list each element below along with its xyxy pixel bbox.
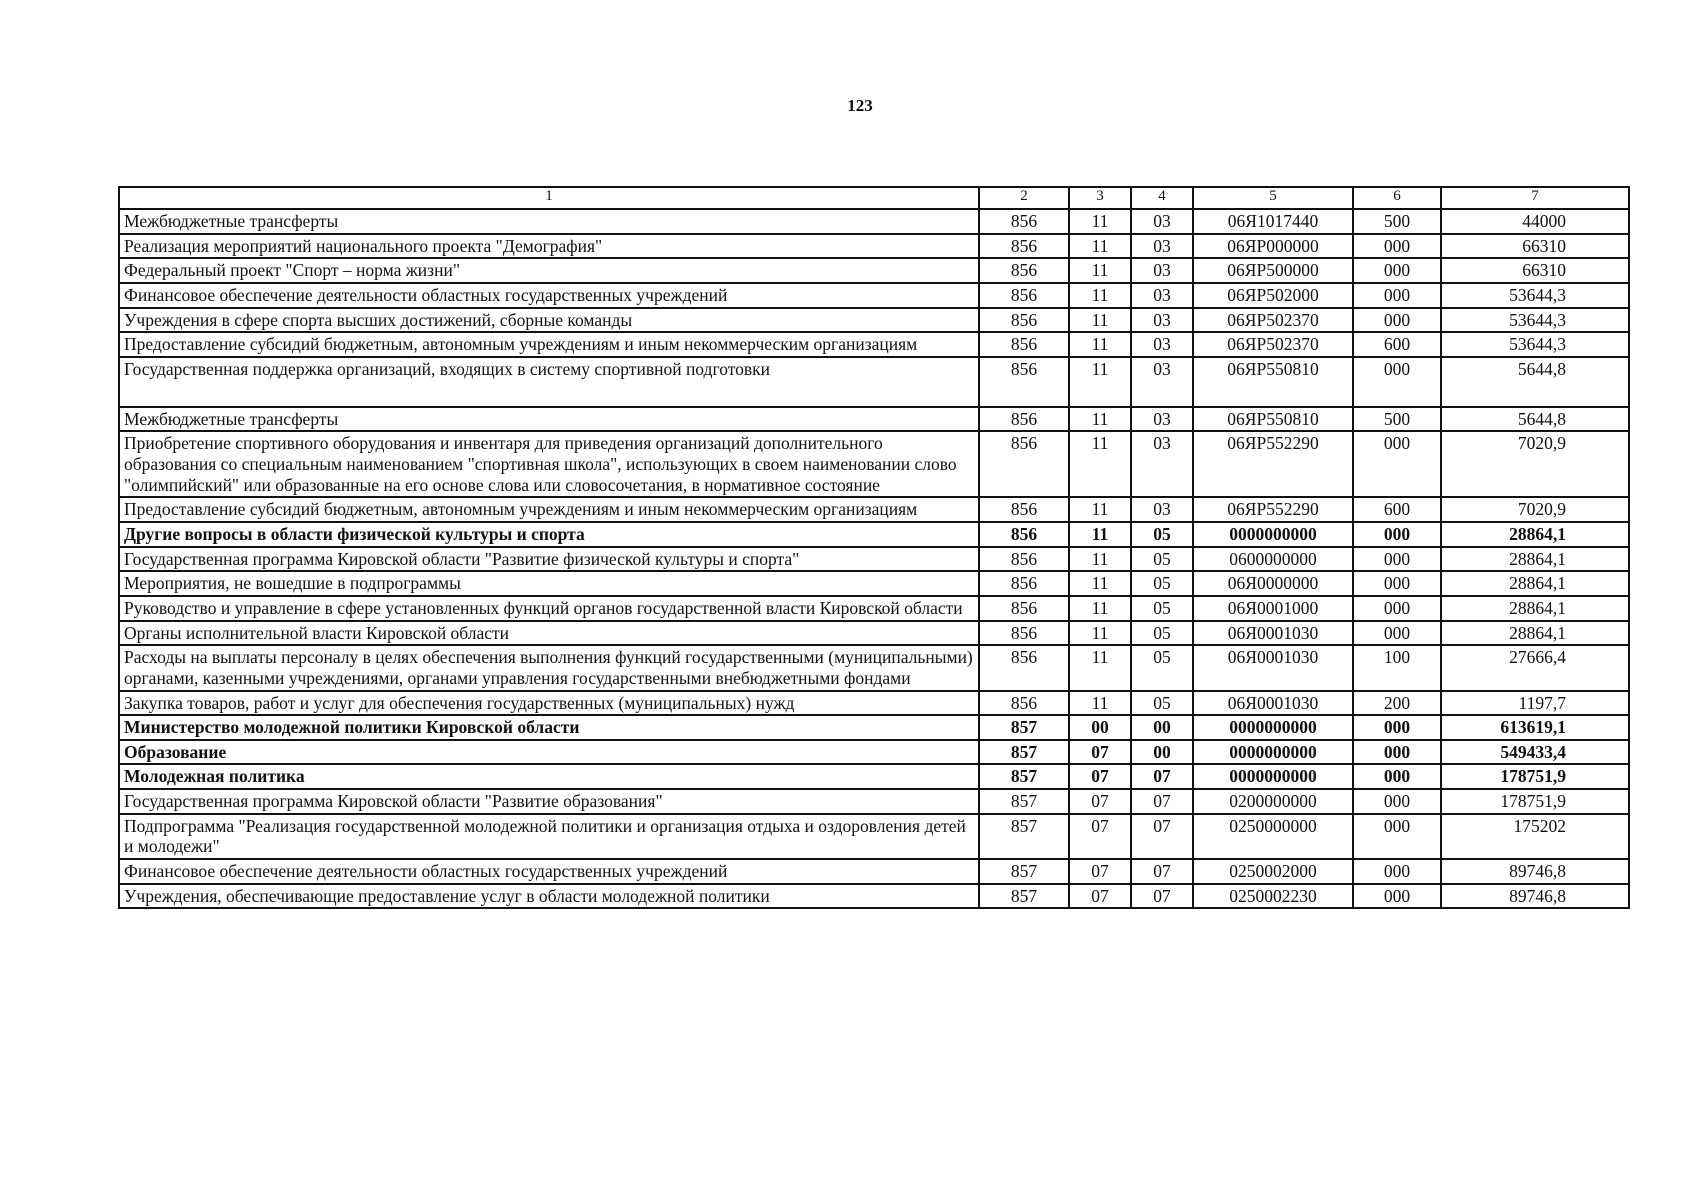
table-row: [119, 497, 1629, 522]
row-expense-type: 500: [1353, 407, 1441, 432]
row-description: Предоставление субсидий бюджетным, автономным учреждениям и иным некоммерческим организациям: [119, 497, 979, 522]
row-amount: 53644,3: [1441, 308, 1629, 333]
row-subsection-code: 03: [1131, 283, 1193, 308]
table-row: [119, 691, 1629, 716]
row-amount: 66310: [1441, 234, 1629, 259]
row-section-code: 07: [1069, 814, 1131, 859]
row-amount: 178751,9: [1441, 764, 1629, 789]
row-ministry-code: 857: [979, 789, 1069, 814]
row-subsection-code: 07: [1131, 884, 1193, 909]
row-description: Руководство и управление в сфере установленных функций органов государственной власти Кировской области: [119, 596, 979, 621]
column-header: 4: [1131, 187, 1193, 209]
row-ministry-code: 857: [979, 764, 1069, 789]
column-header: 7: [1441, 187, 1629, 209]
row-description: Предоставление субсидий бюджетным, автономным учреждениям и иным некоммерческим организациям: [119, 332, 979, 357]
table-row: [119, 209, 1629, 234]
table-row: [119, 859, 1629, 884]
row-amount: 28864,1: [1441, 522, 1629, 547]
row-description: Другие вопросы в области физической культуры и спорта: [119, 522, 979, 547]
row-description: Финансовое обеспечение деятельности областных государственных учреждений: [119, 859, 979, 884]
row-amount: 89746,8: [1441, 884, 1629, 909]
row-ministry-code: 856: [979, 332, 1069, 357]
row-ministry-code: 856: [979, 283, 1069, 308]
row-ministry-code: 857: [979, 740, 1069, 765]
table-row: [119, 357, 1629, 407]
row-ministry-code: 856: [979, 571, 1069, 596]
table-row: [119, 764, 1629, 789]
row-expense-type: 600: [1353, 332, 1441, 357]
table-row: [119, 332, 1629, 357]
row-section-code: 11: [1069, 547, 1131, 572]
row-subsection-code: 03: [1131, 431, 1193, 497]
row-amount: 66310: [1441, 258, 1629, 283]
row-target-article: 06ЯР000000: [1193, 234, 1353, 259]
row-amount: 7020,9: [1441, 497, 1629, 522]
row-amount: 28864,1: [1441, 547, 1629, 572]
row-amount: 5644,8: [1441, 407, 1629, 432]
column-header: 3: [1069, 187, 1131, 209]
table-row: [119, 283, 1629, 308]
row-description: Межбюджетные трансферты: [119, 407, 979, 432]
row-expense-type: 000: [1353, 814, 1441, 859]
row-subsection-code: 05: [1131, 571, 1193, 596]
row-subsection-code: 05: [1131, 547, 1193, 572]
table-row: [119, 884, 1629, 909]
row-amount: 53644,3: [1441, 332, 1629, 357]
row-subsection-code: 07: [1131, 859, 1193, 884]
row-ministry-code: 856: [979, 407, 1069, 432]
column-header: 5: [1193, 187, 1353, 209]
row-description: Органы исполнительной власти Кировской области: [119, 621, 979, 646]
row-target-article: 06Я0000000: [1193, 571, 1353, 596]
row-expense-type: 000: [1353, 740, 1441, 765]
row-subsection-code: 03: [1131, 332, 1193, 357]
row-expense-type: 000: [1353, 357, 1441, 407]
row-expense-type: 000: [1353, 431, 1441, 497]
row-ministry-code: 856: [979, 209, 1069, 234]
row-expense-type: 600: [1353, 497, 1441, 522]
row-description: Реализация мероприятий национального проекта "Демография": [119, 234, 979, 259]
row-subsection-code: 03: [1131, 234, 1193, 259]
row-target-article: 06Я0001030: [1193, 645, 1353, 690]
row-subsection-code: 05: [1131, 596, 1193, 621]
row-section-code: 11: [1069, 522, 1131, 547]
row-subsection-code: 00: [1131, 740, 1193, 765]
row-description: Государственная программа Кировской области "Развитие образования": [119, 789, 979, 814]
row-expense-type: 000: [1353, 789, 1441, 814]
table-header-row: [119, 187, 1629, 209]
row-ministry-code: 857: [979, 814, 1069, 859]
row-target-article: 06ЯР550810: [1193, 357, 1353, 407]
row-target-article: 06Я0001030: [1193, 621, 1353, 646]
row-expense-type: 000: [1353, 522, 1441, 547]
row-section-code: 07: [1069, 740, 1131, 765]
row-subsection-code: 05: [1131, 645, 1193, 690]
row-section-code: 11: [1069, 357, 1131, 407]
row-description: Молодежная политика: [119, 764, 979, 789]
table-row: [119, 645, 1629, 690]
row-amount: 44000: [1441, 209, 1629, 234]
row-expense-type: 000: [1353, 859, 1441, 884]
row-section-code: 11: [1069, 691, 1131, 716]
row-amount: 1197,7: [1441, 691, 1629, 716]
row-section-code: 07: [1069, 789, 1131, 814]
row-subsection-code: 05: [1131, 522, 1193, 547]
row-subsection-code: 00: [1131, 715, 1193, 740]
row-amount: 53644,3: [1441, 283, 1629, 308]
row-expense-type: 000: [1353, 715, 1441, 740]
row-target-article: 06ЯР550810: [1193, 407, 1353, 432]
row-description: Государственная программа Кировской области "Развитие физической культуры и спорта": [119, 547, 979, 572]
row-section-code: 11: [1069, 283, 1131, 308]
budget-table: [118, 186, 1630, 909]
table-row: [119, 715, 1629, 740]
row-expense-type: 200: [1353, 691, 1441, 716]
row-target-article: 06ЯР502370: [1193, 308, 1353, 333]
row-target-article: 0000000000: [1193, 522, 1353, 547]
row-ministry-code: 856: [979, 691, 1069, 716]
row-target-article: 0250002230: [1193, 884, 1353, 909]
row-description: Мероприятия, не вошедшие в подпрограммы: [119, 571, 979, 596]
row-ministry-code: 856: [979, 645, 1069, 690]
row-expense-type: 000: [1353, 258, 1441, 283]
row-amount: 613619,1: [1441, 715, 1629, 740]
row-amount: 28864,1: [1441, 621, 1629, 646]
row-section-code: 11: [1069, 234, 1131, 259]
row-description: Государственная поддержка организаций, входящих в систему спортивной подготовки: [119, 357, 979, 407]
table-row: [119, 740, 1629, 765]
row-subsection-code: 07: [1131, 764, 1193, 789]
row-description: Закупка товаров, работ и услуг для обеспечения государственных (муниципальных) нужд: [119, 691, 979, 716]
row-expense-type: 000: [1353, 571, 1441, 596]
table-row: [119, 814, 1629, 859]
row-target-article: 0600000000: [1193, 547, 1353, 572]
row-subsection-code: 03: [1131, 497, 1193, 522]
table-row: [119, 621, 1629, 646]
row-section-code: 11: [1069, 332, 1131, 357]
row-expense-type: 100: [1353, 645, 1441, 690]
row-target-article: 0000000000: [1193, 764, 1353, 789]
row-subsection-code: 07: [1131, 789, 1193, 814]
row-ministry-code: 856: [979, 258, 1069, 283]
row-ministry-code: 857: [979, 884, 1069, 909]
row-ministry-code: 856: [979, 522, 1069, 547]
row-ministry-code: 856: [979, 357, 1069, 407]
table-row: [119, 258, 1629, 283]
row-target-article: 06ЯР552290: [1193, 431, 1353, 497]
row-amount: 27666,4: [1441, 645, 1629, 690]
table-row: [119, 571, 1629, 596]
row-section-code: 11: [1069, 621, 1131, 646]
row-section-code: 11: [1069, 431, 1131, 497]
row-subsection-code: 03: [1131, 209, 1193, 234]
row-target-article: 0000000000: [1193, 715, 1353, 740]
row-section-code: 11: [1069, 407, 1131, 432]
row-description: Учреждения в сфере спорта высших достижений, сборные команды: [119, 308, 979, 333]
row-ministry-code: 856: [979, 234, 1069, 259]
table-row: [119, 407, 1629, 432]
row-section-code: 00: [1069, 715, 1131, 740]
row-description: Учреждения, обеспечивающие предоставление услуг в области молодежной политики: [119, 884, 979, 909]
table-row: [119, 596, 1629, 621]
row-section-code: 11: [1069, 258, 1131, 283]
row-section-code: 07: [1069, 764, 1131, 789]
row-amount: 175202: [1441, 814, 1629, 859]
table-body: [119, 187, 1629, 908]
row-subsection-code: 03: [1131, 407, 1193, 432]
row-section-code: 11: [1069, 645, 1131, 690]
row-description: Министерство молодежной политики Кировской области: [119, 715, 979, 740]
row-target-article: 0200000000: [1193, 789, 1353, 814]
row-target-article: 06Я0001000: [1193, 596, 1353, 621]
row-ministry-code: 856: [979, 621, 1069, 646]
row-expense-type: 500: [1353, 209, 1441, 234]
row-description: Приобретение спортивного оборудования и инвентаря для приведения организаций дополнительного образования со специальным наименованием "спортивная школа", использующих в своем наименовании слово "олимпийский" или образованные на его основе слова или словосочетания, в нормативное состояние: [119, 431, 979, 497]
row-ministry-code: 857: [979, 859, 1069, 884]
row-amount: 7020,9: [1441, 431, 1629, 497]
row-expense-type: 000: [1353, 283, 1441, 308]
row-description: Образование: [119, 740, 979, 765]
row-expense-type: 000: [1353, 621, 1441, 646]
row-expense-type: 000: [1353, 596, 1441, 621]
row-ministry-code: 856: [979, 596, 1069, 621]
row-expense-type: 000: [1353, 308, 1441, 333]
row-subsection-code: 03: [1131, 357, 1193, 407]
row-section-code: 07: [1069, 859, 1131, 884]
row-ministry-code: 856: [979, 308, 1069, 333]
table-row: [119, 431, 1629, 497]
row-subsection-code: 05: [1131, 691, 1193, 716]
row-target-article: 0000000000: [1193, 740, 1353, 765]
row-section-code: 07: [1069, 884, 1131, 909]
row-section-code: 11: [1069, 308, 1131, 333]
row-section-code: 11: [1069, 209, 1131, 234]
row-amount: 28864,1: [1441, 596, 1629, 621]
row-amount: 549433,4: [1441, 740, 1629, 765]
row-ministry-code: 856: [979, 497, 1069, 522]
row-target-article: 06ЯР500000: [1193, 258, 1353, 283]
column-header: 1: [119, 187, 979, 209]
row-amount: 5644,8: [1441, 357, 1629, 407]
row-section-code: 11: [1069, 596, 1131, 621]
row-target-article: 0250002000: [1193, 859, 1353, 884]
row-expense-type: 000: [1353, 884, 1441, 909]
row-target-article: 06ЯР502370: [1193, 332, 1353, 357]
row-description: Подпрограмма "Реализация государственной молодежной политики и организация отдыха и оздоровления детей и молодежи": [119, 814, 979, 859]
row-amount: 178751,9: [1441, 789, 1629, 814]
row-description: Федеральный проект "Спорт – норма жизни": [119, 258, 979, 283]
table-row: [119, 522, 1629, 547]
table-row: [119, 308, 1629, 333]
row-target-article: 06ЯР502000: [1193, 283, 1353, 308]
row-ministry-code: 857: [979, 715, 1069, 740]
row-expense-type: 000: [1353, 764, 1441, 789]
row-ministry-code: 856: [979, 431, 1069, 497]
row-amount: 28864,1: [1441, 571, 1629, 596]
row-description: Межбюджетные трансферты: [119, 209, 979, 234]
row-section-code: 11: [1069, 571, 1131, 596]
table-row: [119, 547, 1629, 572]
row-subsection-code: 03: [1131, 258, 1193, 283]
row-description: Финансовое обеспечение деятельности областных государственных учреждений: [119, 283, 979, 308]
row-expense-type: 000: [1353, 547, 1441, 572]
column-header: 6: [1353, 187, 1441, 209]
row-subsection-code: 07: [1131, 814, 1193, 859]
row-expense-type: 000: [1353, 234, 1441, 259]
row-target-article: 06Я1017440: [1193, 209, 1353, 234]
row-description: Расходы на выплаты персоналу в целях обеспечения выполнения функций государственными (муниципальными) органами, казенными учреждениями, органами управления государственными внебюджетными фондами: [119, 645, 979, 690]
table-row: [119, 789, 1629, 814]
row-target-article: 06ЯР552290: [1193, 497, 1353, 522]
row-target-article: 06Я0001030: [1193, 691, 1353, 716]
row-target-article: 0250000000: [1193, 814, 1353, 859]
table-row: [119, 234, 1629, 259]
row-subsection-code: 05: [1131, 621, 1193, 646]
row-amount: 89746,8: [1441, 859, 1629, 884]
row-ministry-code: 856: [979, 547, 1069, 572]
row-subsection-code: 03: [1131, 308, 1193, 333]
row-section-code: 11: [1069, 497, 1131, 522]
column-header: 2: [979, 187, 1069, 209]
page-number: 123: [847, 96, 873, 115]
